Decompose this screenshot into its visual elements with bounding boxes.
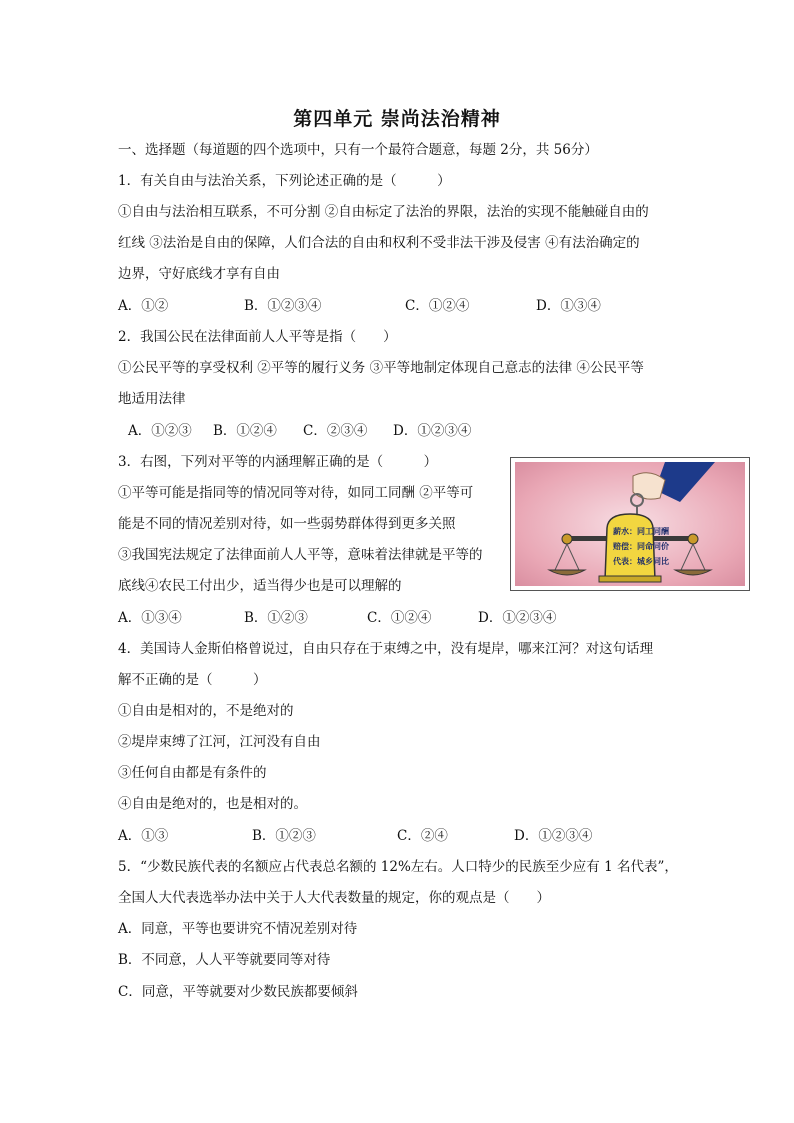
question-1-line: 红线 ③法治是自由的保障，人们合法的自由和权利不受非法干涉及侵害 ④有法治确定的: [118, 235, 640, 251]
figure-label-representation: 代表：城乡同比: [613, 557, 669, 566]
question-4-line: ②堤岸束缚了江河，江河没有自由: [118, 734, 321, 750]
question-4-stem: 4．美国诗人金斯伯格曾说过，自由只存在于束缚之中，没有堤岸，哪来江河？对这句话理: [118, 641, 654, 657]
question-3-option-d[interactable]: D．①②③④: [478, 610, 557, 626]
question-1-line: 边界，守好底线才享有自由: [118, 266, 280, 282]
question-1-line: ①自由与法治相互联系，不可分割 ②自由标定了法治的界限，法治的实现不能触碰自由的: [118, 204, 649, 220]
balance-scale-figure: [510, 457, 750, 591]
question-3-option-a[interactable]: A．①③④: [118, 610, 182, 626]
question-4-line: ④自由是绝对的，也是相对的。: [118, 796, 307, 812]
question-2-line: 地适用法律: [118, 391, 186, 407]
balance-scale-icon: [515, 462, 745, 586]
page-title: 第四单元 崇尚法治精神: [293, 108, 501, 130]
question-2-option-a[interactable]: A．①②③: [128, 423, 192, 439]
question-2-option-b[interactable]: B．①②④: [213, 423, 277, 439]
question-2-option-c[interactable]: C．②③④: [303, 423, 368, 439]
question-3-line: 底线④农民工付出少，适当得少也是可以理解的: [118, 578, 402, 594]
question-3-line: 能是不同的情况差别对待，如一些弱势群体得到更多关照: [118, 516, 456, 532]
question-2-stem: 2．我国公民在法律面前人人平等是指（ ）: [118, 329, 397, 345]
question-3-option-c[interactable]: C．①②④: [367, 610, 432, 626]
question-3-line: ①平等可能是指同等的情况同等对待，如同工同酬 ②平等可: [118, 485, 474, 501]
question-1-stem: 1．有关自由与法治关系，下列论述正确的是（ ）: [118, 173, 451, 189]
question-5-stem: 5．“少数民族代表的名额应占代表总名额的 12%左右。人口特少的民族至少应有 1 名代表”，: [118, 859, 678, 875]
question-1-option-a[interactable]: A．①②: [118, 298, 169, 314]
question-3-line: ③我国宪法规定了法律面前人人平等，意味着法律就是平等的: [118, 547, 483, 563]
question-1-option-c[interactable]: C．①②④: [405, 298, 470, 314]
question-3-stem: 3．右图，下列对平等的内涵理解正确的是（ ）: [118, 454, 438, 470]
question-4-option-b[interactable]: B．①②③: [252, 828, 316, 844]
question-5-option-b[interactable]: B．不同意，人人平等就要同等对待: [118, 952, 331, 968]
question-4-option-c[interactable]: C．②④: [397, 828, 448, 844]
question-5-option-c[interactable]: C．同意，平等就要对少数民族都要倾斜: [118, 984, 358, 1000]
balance-scale-illustration: [515, 462, 745, 586]
question-1-option-b[interactable]: B．①②③④: [244, 298, 322, 314]
question-3-option-b[interactable]: B．①②③: [244, 610, 308, 626]
section-heading: 一、选择题（每道题的四个选项中，只有一个最符合题意，每题 2分，共 56分）: [118, 142, 598, 158]
question-4-line: ③任何自由都是有条件的: [118, 765, 267, 781]
figure-label-salary: 薪水：同工同酬: [613, 527, 669, 536]
question-5-stem-cont: 全国人大代表选举办法中关于人大代表数量的规定，你的观点是（ ）: [118, 890, 550, 906]
question-4-stem-cont: 解不正确的是（ ）: [118, 672, 267, 688]
question-4-option-a[interactable]: A．①③: [118, 828, 169, 844]
question-5-option-a[interactable]: A．同意，平等也要讲究不情况差别对待: [118, 921, 358, 937]
question-2-option-d[interactable]: D．①②③④: [393, 423, 472, 439]
question-1-option-d[interactable]: D．①③④: [536, 298, 601, 314]
question-4-option-d[interactable]: D．①②③④: [514, 828, 593, 844]
figure-label-compensation: 赔偿：同命同价: [613, 542, 669, 551]
question-4-line: ①自由是相对的，不是绝对的: [118, 703, 294, 719]
question-2-line: ①公民平等的享受权利 ②平等的履行义务 ③平等地制定体现自己意志的法律 ④公民平等: [118, 360, 644, 376]
